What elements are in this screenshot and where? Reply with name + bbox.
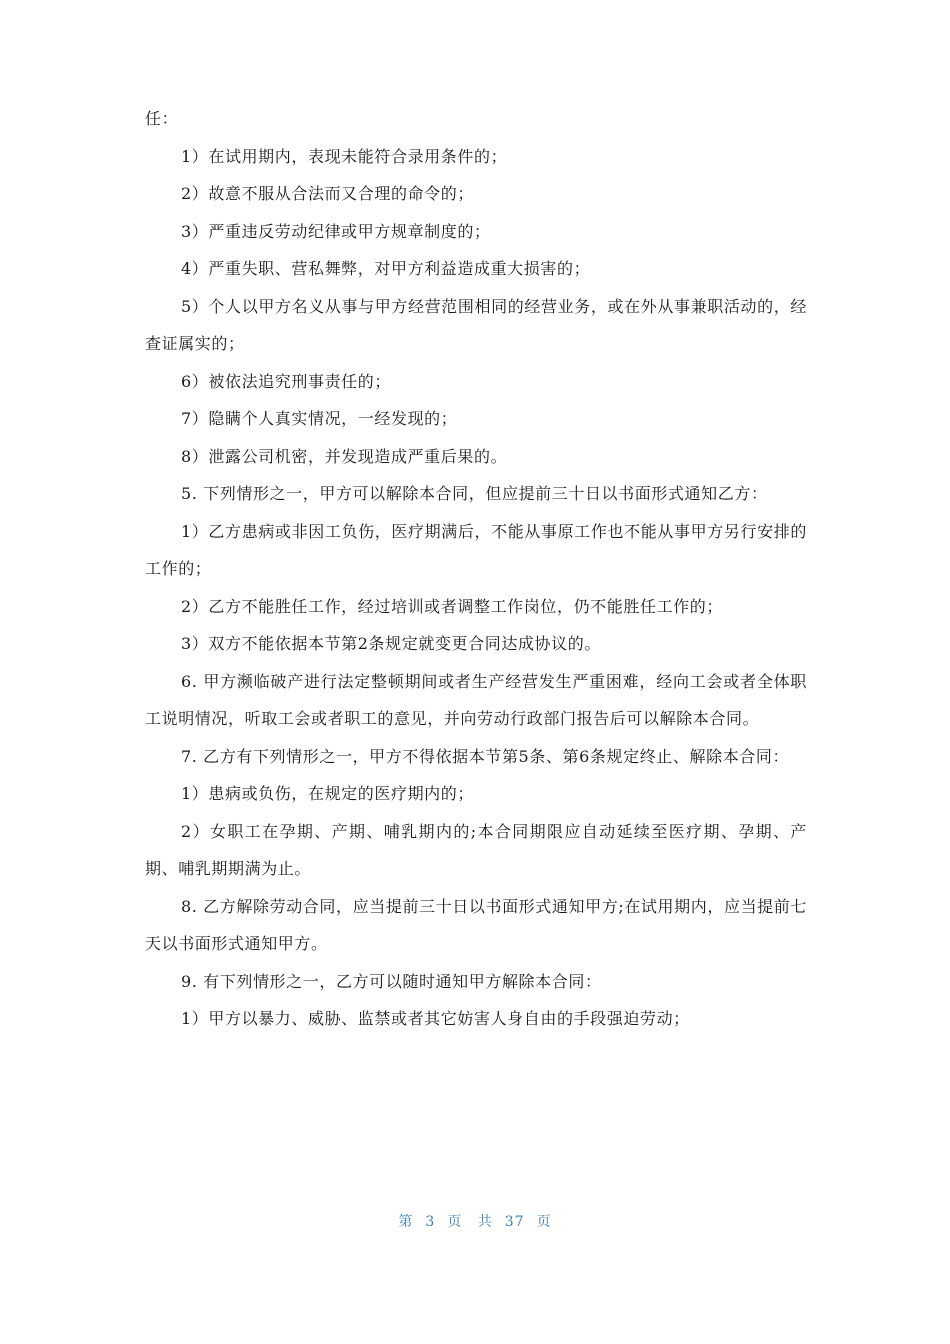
paragraph: 7）隐瞒个人真实情况，一经发现的； [181,409,458,428]
paragraph: 2）女职工在孕期、产期、哺乳期内的;本合同期限应自动延续至医疗期、孕期、产期、哺乳期期满为止。 [145,821,807,878]
paragraph: 8. 乙方解除劳动合同，应当提前三十日以书面形式通知甲方;在试用期内，应当提前七天以书面形式通知甲方。 [145,896,807,953]
footer-prefix: 第 [398,1214,414,1230]
paragraph: 7. 乙方有下列情形之一，甲方不得依据本节第5条、第6条规定终止、解除本合同： [181,746,790,766]
paragraph: 2）乙方不能胜任工作，经过培训或者调整工作岗位，仍不能胜任工作的； [181,596,723,616]
paragraph: 1）乙方患病或非因工负伤，医疗期满后，不能从事原工作也不能从事甲方另行安排的工作的； [145,521,807,578]
paragraph: 4）严重失职、营私舞弊，对甲方利益造成重大损害的； [181,259,591,278]
paragraph: 6. 甲方濒临破产进行法定整顿期间或者生产经营发生严重困难，经向工会或者全体职工说明情况，听取工会或者职工的意见，并向劳动行政部门报告后可以解除本合同。 [145,671,807,728]
paragraph: 6）被依法追究刑事责任的； [181,371,391,391]
document-body [145,100,807,1038]
paragraph: 8）泄露公司机密，并发现造成严重后果的。 [181,446,508,466]
footer-page-number: 3 [425,1214,436,1230]
paragraph: 3）双方不能依据本节第2条规定就变更合同达成协议的。 [181,634,601,653]
paragraph: 5. 下列情形之一，甲方可以解除本合同，但应提前三十日以书面形式通知乙方： [181,484,768,503]
paragraph: 2）故意不服从合法而又合理的命令的； [181,184,474,203]
paragraph: 1）在试用期内，表现未能符合录用条件的； [181,146,508,166]
footer-middle: 页 共 [447,1214,493,1230]
paragraph: 任： [145,109,179,128]
paragraph: 1）甲方以暴力、威胁、监禁或者其它妨害人身自由的手段强迫劳动； [181,1009,690,1028]
footer-total-pages: 37 [504,1214,525,1230]
paragraph: 9. 有下列情形之一，乙方可以随时通知甲方解除本合同： [181,971,602,991]
page-footer [0,1210,950,1234]
paragraph: 3）严重违反劳动纪律或甲方规章制度的； [181,221,491,241]
paragraph: 5）个人以甲方名义从事与甲方经营范围相同的经营业务，或在外从事兼职活动的，经查证属实的； [145,296,807,353]
footer-suffix: 页 [536,1214,552,1230]
paragraph: 1）患病或负伤，在规定的医疗期内的； [181,784,474,803]
